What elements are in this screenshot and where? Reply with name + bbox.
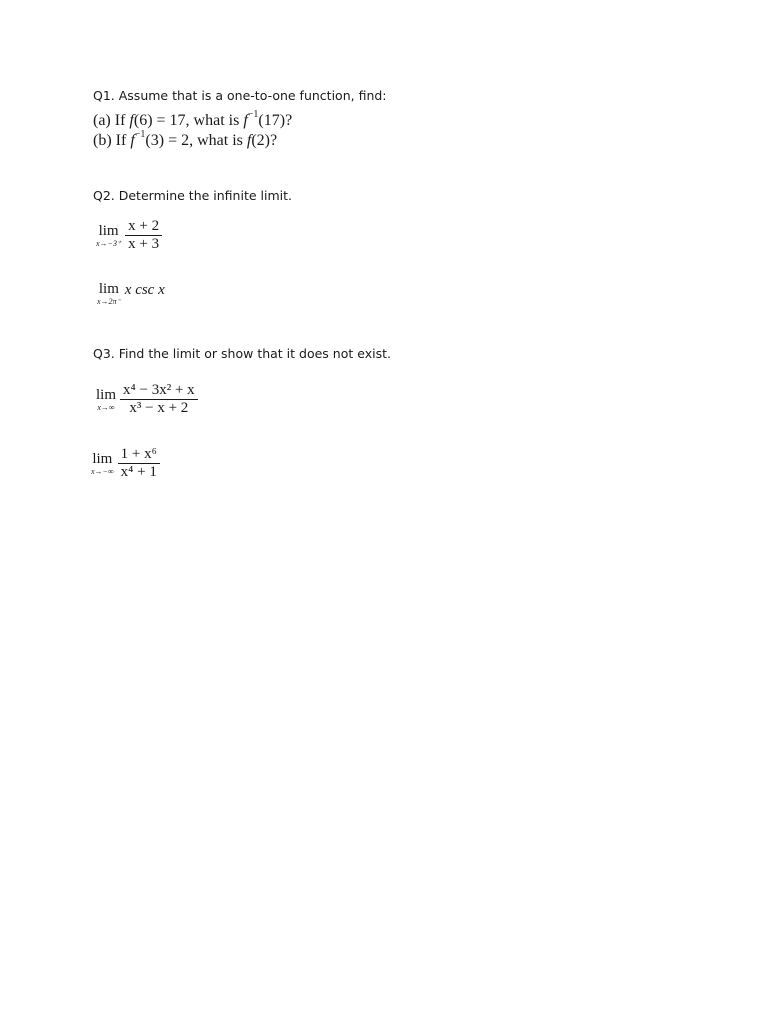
q2-limit-1-numerator: x + 2	[125, 218, 162, 236]
q2-limit-1	[96, 218, 162, 253]
q3-limit-2-numerator: 1 + x⁶	[118, 446, 160, 464]
q1-part-b	[93, 128, 278, 150]
q3-limit-1-lim: lim	[96, 386, 117, 403]
q3-limit-2-lim: lim	[92, 450, 113, 467]
q3-limit-2-denominator: x⁴ + 1	[120, 464, 157, 480]
q3-limit-1-approach: x→∞	[97, 402, 115, 412]
q3-limit-2-approach: x→−∞	[91, 466, 114, 476]
q2-limit-2-operator	[97, 282, 121, 306]
q2-heading: Q2. Determine the infinite limit.	[93, 188, 292, 203]
q3-limit-1-denominator: x³ − x + 2	[129, 400, 189, 416]
q1-part-a	[93, 108, 293, 130]
q3-limit-1-operator	[96, 388, 116, 412]
q2-limit-1-operator	[96, 224, 121, 248]
q1-part-a-f: f	[129, 112, 134, 129]
q3-limit-1	[96, 382, 198, 417]
q1-part-b-text2: (2)?	[251, 132, 278, 149]
q2-limit-1-fraction	[125, 218, 162, 253]
q3-limit-1-fraction	[120, 382, 198, 417]
q3-limit-2-fraction	[118, 446, 160, 481]
q1-part-b-f: f	[246, 132, 252, 149]
q2-limit-2	[97, 282, 165, 306]
q2-limit-2-expression: x csc x	[124, 281, 165, 298]
q1-part-b-f-inverse: f	[130, 132, 135, 149]
q2-limit-2-approach: x→2π⁻	[97, 297, 121, 306]
q3-heading: Q3. Find the limit or show that it does not exist.	[93, 346, 391, 361]
q2-limit-1-lim: lim	[98, 222, 119, 239]
q1-part-a-text1: (6) = 17, what is	[133, 112, 244, 129]
q3-limit-2-operator	[91, 452, 114, 476]
q1-part-a-f-inverse: f	[243, 112, 248, 129]
q1-heading: Q1. Assume that is a one-to-one function, find:	[93, 88, 387, 103]
q1-part-a-text2: (17)?	[258, 112, 293, 129]
q3-limit-1-numerator: x⁴ − 3x² + x	[120, 382, 198, 400]
q3-limit-2	[91, 446, 160, 481]
q1-part-a-label: (a) If	[93, 112, 130, 129]
q2-limit-2-lim: lim	[98, 281, 119, 297]
q1-part-b-inverse-exponent: −1	[134, 128, 146, 140]
q2-limit-1-approach: x→−3⁺	[96, 238, 122, 248]
q2-limit-1-denominator: x + 3	[128, 236, 160, 252]
q1-part-b-label: (b) If	[93, 132, 131, 149]
q1-part-b-text1: (3) = 2, what is	[145, 132, 247, 149]
q1-part-a-inverse-exponent: −1	[247, 108, 259, 120]
